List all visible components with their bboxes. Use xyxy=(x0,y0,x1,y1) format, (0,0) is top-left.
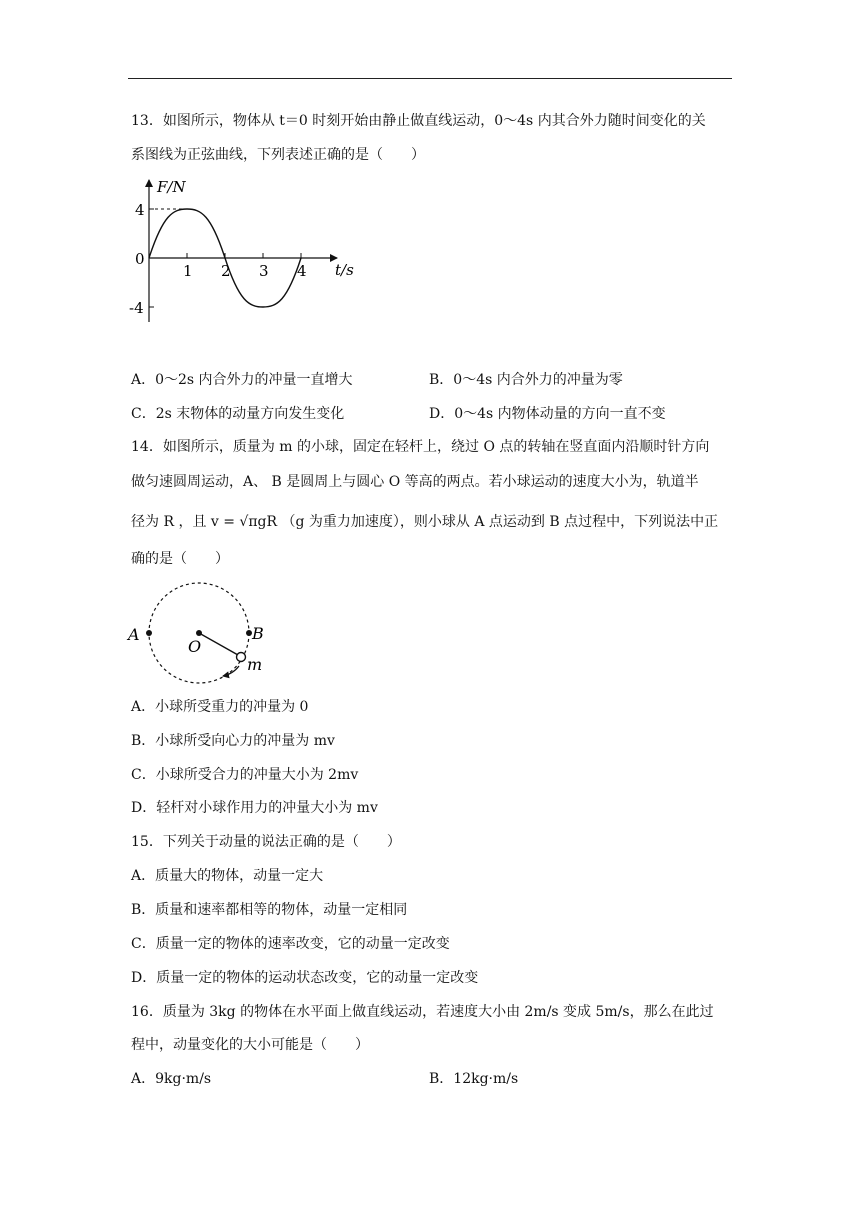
q13-option-c: C．2s 末物体的动量方向发生变化 xyxy=(131,406,345,422)
x-tick-1: 1 xyxy=(183,262,193,280)
q14-option-a: A．小球所受重力的冲量为 0 xyxy=(131,699,309,715)
y-axis-label: F/N xyxy=(157,178,186,196)
q13-option-a: A．0～2s 内合外力的冲量一直增大 xyxy=(131,372,353,388)
q13-option-b: B．0～4s 内合外力的冲量为零 xyxy=(429,372,623,388)
y-tick-4: 4 xyxy=(135,201,145,219)
x-axis-label: t/s xyxy=(335,261,354,279)
q15-option-d: D．质量一定的物体的运动状态改变，它的动量一定改变 xyxy=(131,970,479,986)
rod xyxy=(199,633,238,655)
label-a: A xyxy=(128,625,140,644)
q16-stem-line1: 16．质量为 3kg 的物体在水平面上做直线运动，若速度大小由 2m/s 变成 5m/s，那么在此过 xyxy=(131,1004,714,1020)
label-m: m xyxy=(247,655,263,674)
q14-stem-line3: 径为 R ，且 v = √πgR （g 为重力加速度），则小球从 A 点运动到 B 点过程中，下列说法中正 xyxy=(131,514,719,530)
q15-stem: 15．下列关于动量的说法正确的是（ ） xyxy=(131,834,401,850)
q16-option-a: A．9kg·m/s xyxy=(131,1071,212,1087)
q14-circle-figure xyxy=(125,578,285,688)
q13-force-time-graph xyxy=(125,172,375,332)
label-b: B xyxy=(252,624,264,643)
label-o: O xyxy=(188,637,202,656)
q14-option-b: B．小球所受向心力的冲量为 mv xyxy=(131,733,335,749)
q16-option-b: B．12kg·m/s xyxy=(429,1071,519,1087)
x-tick-4: 4 xyxy=(297,262,307,280)
y-tick-neg4: -4 xyxy=(129,299,144,317)
q14-option-d: D．轻杆对小球作用力的冲量大小为 mv xyxy=(131,800,378,816)
q14-stem-line4: 确的是（ ） xyxy=(131,551,229,567)
origin-label: 0 xyxy=(135,250,145,268)
q14-stem-line2: 做匀速圆周运动，A、 B 是圆周上与圆心 O 等高的两点。若小球运动的速度大小为，轨道半 xyxy=(131,474,699,490)
q15-option-a: A．质量大的物体，动量一定大 xyxy=(131,868,324,884)
q15-option-c: C．质量一定的物体的速率改变，它的动量一定改变 xyxy=(131,936,450,952)
q14-stem-line1: 14．如图所示，质量为 m 的小球，固定在轻杆上，绕过 O 点的转轴在竖直面内沿顺时针方向 xyxy=(131,439,710,455)
x-tick-2: 2 xyxy=(221,262,231,280)
q16-stem-line2: 程中，动量变化的大小可能是（ ） xyxy=(131,1037,369,1053)
header-rule xyxy=(128,78,732,79)
q15-option-b: B．质量和速率都相等的物体，动量一定相同 xyxy=(131,902,408,918)
point-a xyxy=(146,630,152,636)
x-tick-3: 3 xyxy=(259,262,269,280)
ball-m xyxy=(237,653,246,662)
q13-option-d: D．0～4s 内物体动量的方向一直不变 xyxy=(429,406,666,422)
q13-stem-line1: 13．如图所示，物体从 t＝0 时刻开始由静止做直线运动，0～4s 内其合外力随时间变化的关 xyxy=(131,113,706,129)
q13-stem-line2: 系图线为正弦曲线，下列表述正确的是（ ） xyxy=(131,147,425,163)
q14-option-c: C．小球所受合力的冲量大小为 2mv xyxy=(131,767,359,783)
